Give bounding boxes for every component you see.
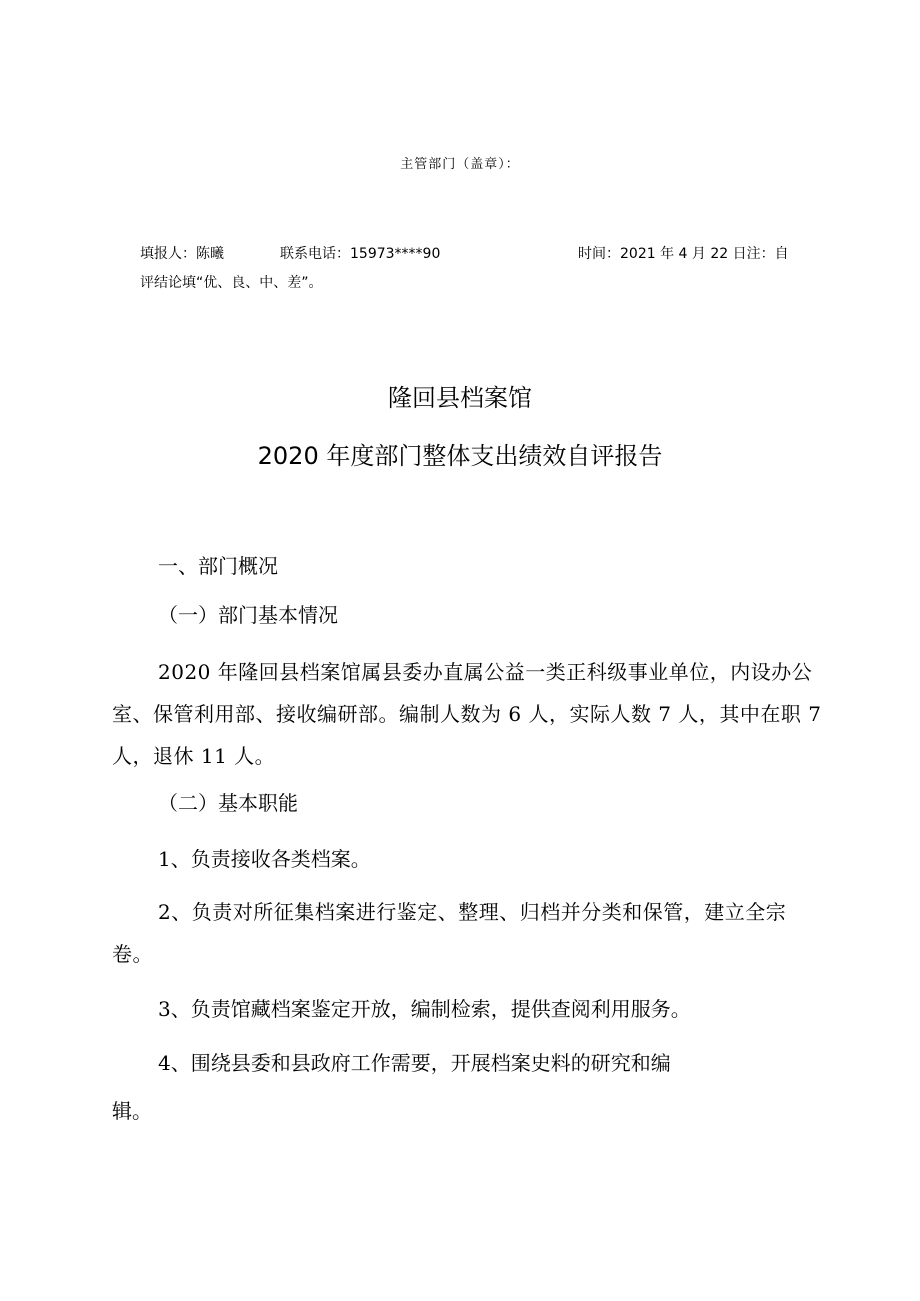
filler-name: 填报人：陈曦 [140,246,224,262]
document-title-report: 2020 年度部门整体支出绩效自评报告 [257,442,663,470]
subsection-heading-functions: （二）基本职能 [158,791,298,815]
function-item-3: 3、负责馆藏档案鉴定开放，编制检索，提供查阅利用服务。 [158,997,691,1021]
rating-note: 评结论填“优、良、中、差”。 [140,275,323,291]
section-heading-overview: 一、部门概况 [158,554,278,578]
paragraph-basic-info: 2020 年隆回县档案馆属县委办直属公益一类正科级事业单位，内设办公室、保管利用部、接收编研部。编制人数为 6 人，实际人数 7 人，其中在职 7 人，退休 11 人。 [112,660,822,768]
contact-phone: 联系电话：15973****90 [280,246,441,262]
function-item-4: 4、围绕县委和县政府工作需要，开展档案史料的研究和编 [158,1051,671,1075]
function-item-1: 1、负责接收各类档案。 [158,847,371,871]
function-item-4-continued: 辑。 [112,1099,152,1123]
subsection-heading-basic-info: （一）部门基本情况 [158,603,338,627]
stamp-label: 主管部门（盖章）： [400,157,520,172]
report-date-note: 时间：2021 年 4 月 22 日注：自 [578,246,789,262]
function-item-2: 2、负责对所征集档案进行鉴定、整理、归档并分类和保管，建立全宗卷。 [112,900,787,966]
document-title-org: 隆回县档案馆 [388,384,532,412]
